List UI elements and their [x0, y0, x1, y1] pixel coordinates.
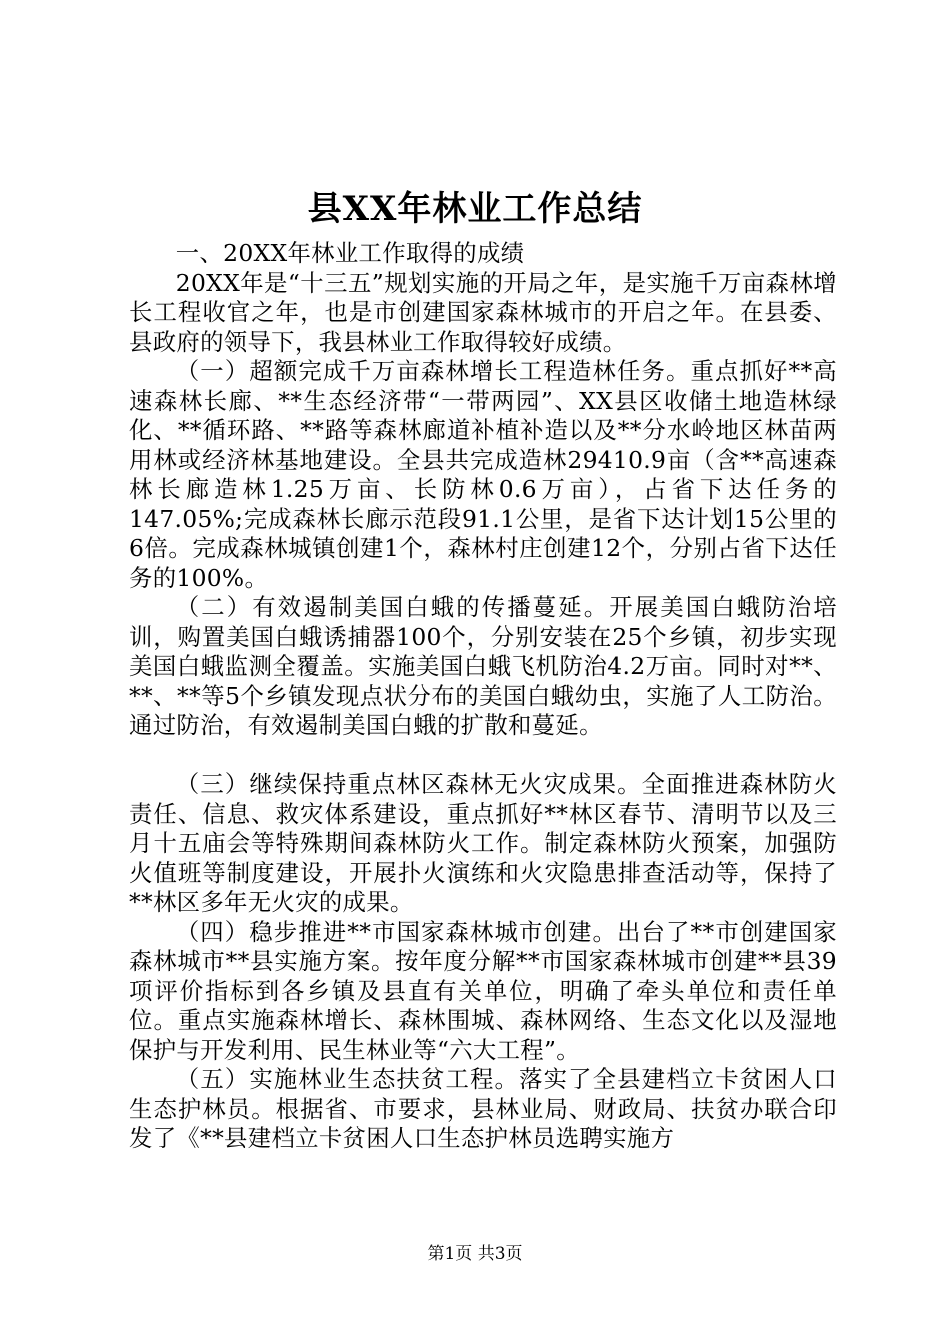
section-heading: 一、20XX年林业工作取得的成绩: [175, 239, 525, 267]
paragraph-item-1: （一）超额完成千万亩森林增长工程造林任务。重点抓好**高速森林长廊、**生态经济带“一带两园”、XX县区收储土地造林绿化、**循环路、**路等森林廊道补植补造以及**分水岭地区林苗两用林或经济林基地建设。全县共完成造林29410.9亩（含**高速森林长廊造林1.25万亩、长防林0.6万亩），占省下达任务的147.05%;完成森林长廊示范段91.1公里，是省下达计划15公里的6倍。完成森林城镇创建1个，森林村庄创建12个，分别占省下达任务的100%。: [129, 357, 837, 592]
page-number-footer: 第1页 共3页: [427, 1244, 523, 1264]
paragraph-item-2: （二）有效遏制美国白蛾的传播蔓延。开展美国白蛾防治培训，购置美国白蛾诱捕器100个，分别安装在25个乡镇，初步实现美国白蛾监测全覆盖。实施美国白蛾飞机防治4.2万亩。同时对**、**、**等5个乡镇发现点状分布的美国白蛾幼虫，实施了人工防治。通过防治，有效遏制美国白蛾的扩散和蔓延。: [129, 593, 837, 739]
paragraph-item-4: （四）稳步推进**市国家森林城市创建。出台了**市创建国家森林城市**县实施方案。按年度分解**市国家森林城市创建**县39项评价指标到各乡镇及县直有关单位，明确了牵头单位和责任单位。重点实施森林增长、森林围城、森林网络、生态文化以及湿地保护与开发利用、民生林业等“六大工程”。: [129, 917, 837, 1064]
paragraph-intro: 20XX年是“十三五”规划实施的开局之年，是实施千万亩森林增长工程收官之年，也是市创建国家森林城市的开启之年。在县委、县政府的领导下，我县林业工作取得较好成绩。: [129, 268, 837, 356]
paragraph-item-5: （五）实施林业生态扶贫工程。落实了全县建档立卡贫困人口生态护林员。根据省、市要求，县林业局、财政局、扶贫办联合印发了《**县建档立卡贫困人口生态护林员选聘实施方: [129, 1065, 837, 1152]
paragraph-item-3: （三）继续保持重点林区森林无火灾成果。全面推进森林防火责任、信息、救灾体系建设，重点抓好**林区春节、清明节以及三月十五庙会等特殊期间森林防火工作。制定森林防火预案，加强防火值班等制度建设，开展扑火演练和火灾隐患排查活动等，保持了**林区多年无火灾的成果。: [129, 770, 837, 916]
document-body: [129, 239, 837, 1154]
document-title: 县XX年林业工作总结: [307, 189, 643, 229]
